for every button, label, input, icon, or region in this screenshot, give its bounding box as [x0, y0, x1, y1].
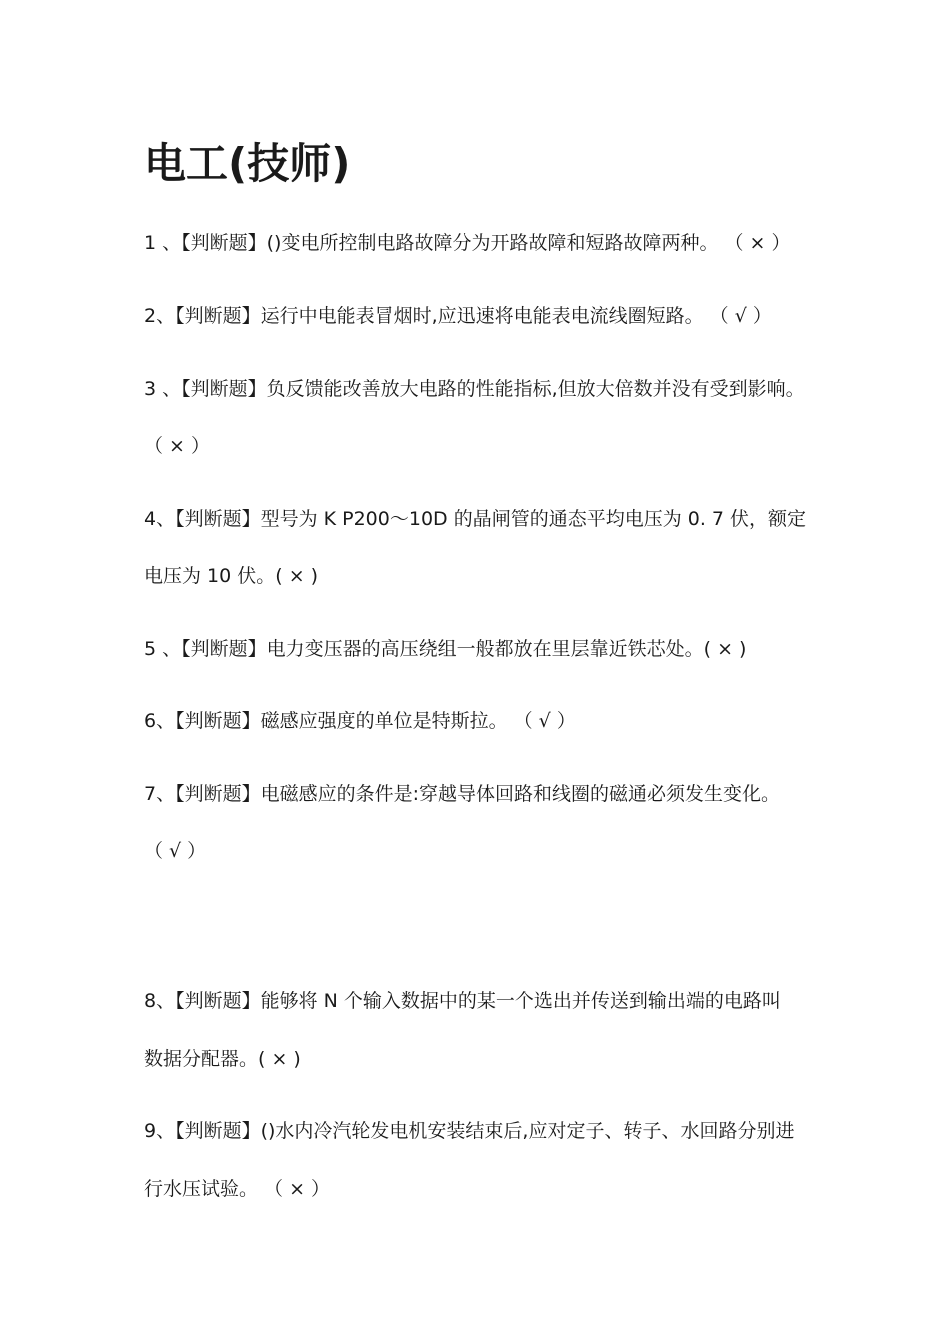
- question-1-line-1: 1 、【判断题】()变电所控制电路故障分为开路故障和短路故障两种。 （ × ）: [144, 232, 791, 254]
- question-7-line-1: 7、【判断题】电磁感应的条件是:穿越导体回路和线圈的磁通必须发生变化。: [144, 783, 780, 805]
- question-9-line-2: 行水压试验。 （ × ）: [144, 1178, 331, 1200]
- question-9-line-1: 9、【判断题】()水内冷汽轮发电机安装结束后,应对定子、转子、水回路分别进: [144, 1120, 795, 1142]
- page-title: 电工(技师): [144, 139, 351, 188]
- question-8-line-1: 8、【判断题】能够将 N 个输入数据中的某一个选出并传送到输出端的电路叫: [144, 990, 781, 1012]
- question-3-line-2: （ × ）: [144, 435, 210, 457]
- question-5-line-1: 5 、【判断题】电力变压器的高压绕组一般都放在里层靠近铁芯处。( × ): [144, 638, 747, 660]
- question-7-line-2: （ √ ）: [144, 840, 207, 862]
- question-6-line-1: 6、【判断题】磁感应强度的单位是特斯拉。 （ √ ）: [144, 710, 576, 732]
- question-2-line-1: 2、【判断题】运行中电能表冒烟时,应迅速将电能表电流线圈短路。 （ √ ）: [144, 305, 772, 327]
- question-4-line-2: 电压为 10 伏。( × ): [144, 565, 319, 587]
- question-3-line-1: 3 、【判断题】负反馈能改善放大电路的性能指标,但放大倍数并没有受到影响。: [144, 378, 805, 400]
- question-8-line-2: 数据分配器。( × ): [144, 1048, 301, 1070]
- question-4-line-1: 4、【判断题】型号为 K P200～10D 的晶闸管的通态平均电压为 0. 7 伏，额定: [144, 508, 807, 530]
